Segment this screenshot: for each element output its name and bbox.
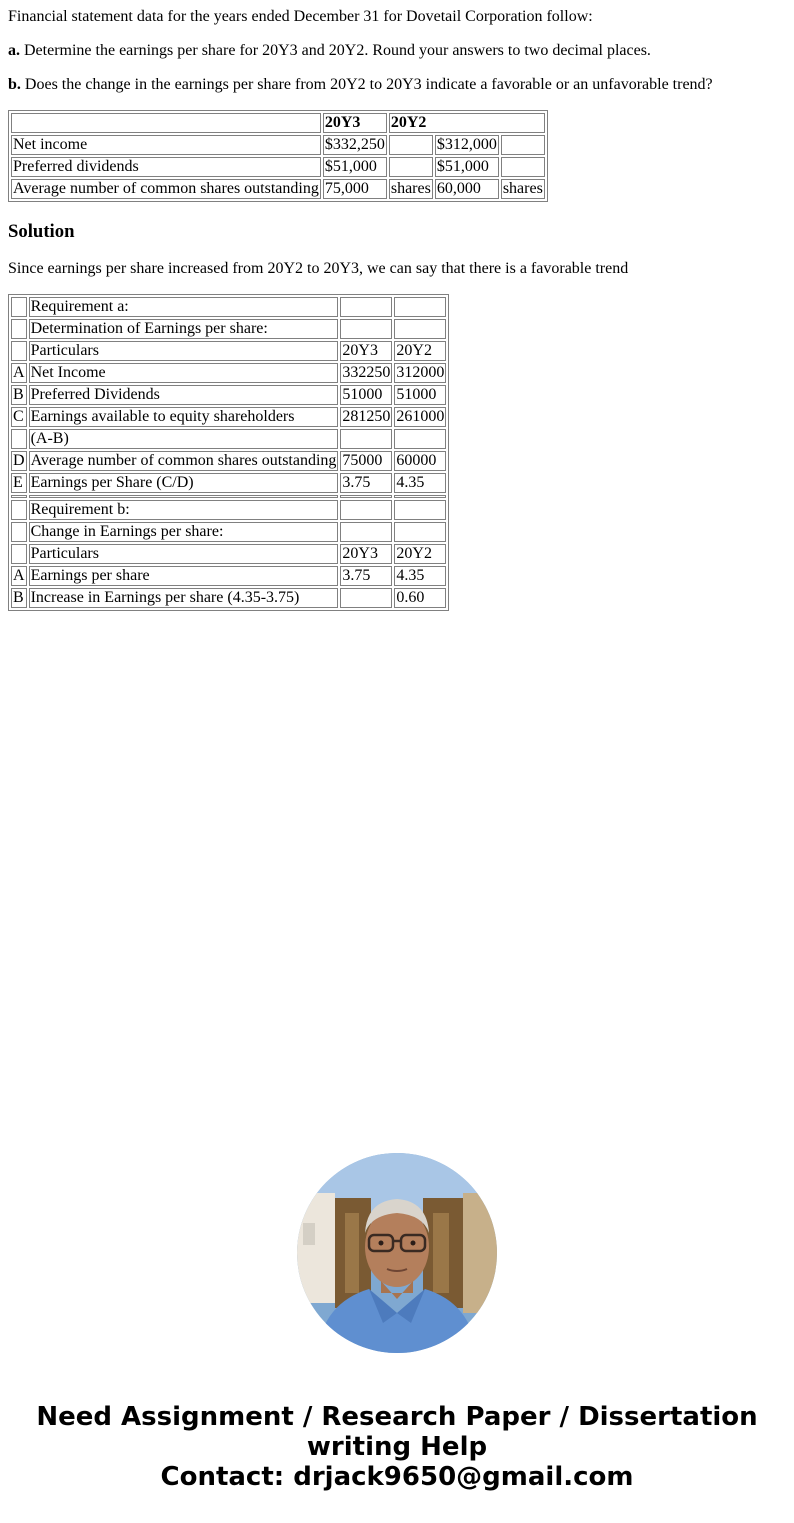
header-cell: 20Y2 bbox=[389, 113, 545, 133]
separator-cell bbox=[11, 495, 27, 498]
table-cell: 51000 bbox=[394, 385, 446, 405]
table-cell: Earnings per share bbox=[29, 566, 339, 586]
table-row bbox=[11, 544, 446, 564]
promo-banner bbox=[0, 1402, 794, 1492]
row-label bbox=[11, 500, 27, 520]
row-label: A bbox=[13, 567, 25, 584]
table-cell: 20Y2 bbox=[394, 544, 446, 564]
separator-cell bbox=[340, 495, 392, 498]
table-cell bbox=[501, 157, 545, 177]
table-cell: Requirement b: bbox=[29, 500, 339, 520]
table-cell bbox=[340, 588, 392, 608]
row-label: D bbox=[13, 452, 25, 469]
question-part-b bbox=[8, 76, 788, 94]
table-cell bbox=[394, 297, 446, 317]
table-cell: $51,000 bbox=[323, 157, 387, 177]
table-cell: 261000 bbox=[396, 408, 445, 425]
row-label: A bbox=[13, 364, 25, 381]
promo-line-1: Need Assignment / Research Paper / Dissertation bbox=[36, 1402, 758, 1432]
table-cell: Determination of Earnings per share: bbox=[29, 319, 339, 339]
table-row bbox=[11, 522, 446, 542]
table-cell: 332250 bbox=[342, 364, 391, 381]
table-cell: 20Y3 bbox=[340, 341, 392, 361]
table-row bbox=[11, 407, 446, 427]
table-cell: Increase in Earnings per share (4.35-3.75) bbox=[29, 588, 339, 608]
page-content bbox=[8, 0, 788, 611]
table-cell bbox=[394, 500, 446, 520]
table-cell: Earnings available to equity shareholders bbox=[29, 407, 339, 427]
table-cell: 60000 bbox=[394, 451, 446, 471]
row-label: E bbox=[11, 473, 27, 493]
table-row bbox=[11, 429, 446, 449]
part-a-text: Determine the earnings per share for 20Y3 and 20Y2. Round your answers to two decimal places. bbox=[24, 42, 651, 59]
table-row bbox=[11, 500, 446, 520]
table-cell: Preferred dividends bbox=[11, 157, 321, 177]
row-label bbox=[11, 522, 27, 542]
row-label: B bbox=[11, 588, 27, 608]
table-cell bbox=[340, 297, 392, 317]
header-cell bbox=[11, 113, 321, 133]
separator-cell bbox=[394, 495, 446, 498]
solution-heading: Solution bbox=[8, 221, 75, 242]
table-row bbox=[11, 341, 446, 361]
table-cell: 75000 bbox=[340, 451, 392, 471]
table-cell: 281250 bbox=[342, 408, 391, 425]
table-cell bbox=[394, 429, 446, 449]
table-cell bbox=[389, 157, 433, 177]
row-label bbox=[11, 429, 27, 449]
table-cell: shares bbox=[390, 180, 431, 197]
question-part-a bbox=[8, 42, 788, 60]
table-cell bbox=[389, 135, 433, 155]
table-cell bbox=[340, 500, 392, 520]
table-cell: Preferred Dividends bbox=[29, 385, 339, 405]
row-label bbox=[11, 544, 27, 564]
header-cell: 20Y3 bbox=[323, 113, 387, 133]
table-cell: Average number of common shares outstanding bbox=[13, 180, 319, 197]
table-cell: Particulars bbox=[29, 341, 339, 361]
table-cell: Particulars bbox=[29, 544, 339, 564]
table-cell: 4.35 bbox=[394, 566, 446, 586]
table-cell: 3.75 bbox=[340, 566, 392, 586]
table-cell: 312000 bbox=[396, 364, 445, 381]
part-b-label: b. bbox=[8, 76, 21, 93]
solution-note: Since earnings per share increased from 20Y2 to 20Y3, we can say that there is a favorable trend bbox=[8, 260, 629, 277]
part-b-text: Does the change in the earnings per share from 20Y2 to 20Y3 indicate a favorable or an unfavorable trend? bbox=[24, 76, 713, 93]
table-cell bbox=[340, 429, 392, 449]
financial-data-table bbox=[8, 110, 548, 202]
table-cell: Net Income bbox=[29, 363, 339, 383]
promo-line-2: writing Help bbox=[306, 1432, 488, 1462]
table-cell: $332,250 bbox=[324, 136, 385, 153]
table-row bbox=[11, 588, 446, 608]
table-row bbox=[11, 385, 446, 405]
table-cell bbox=[340, 319, 392, 339]
table-row bbox=[11, 297, 446, 317]
separator-cell bbox=[29, 495, 339, 498]
table-row bbox=[11, 363, 446, 383]
table-cell: 20Y2 bbox=[394, 341, 446, 361]
table-cell: Change in Earnings per share: bbox=[29, 522, 339, 542]
table-cell: (A-B) bbox=[29, 429, 339, 449]
part-a-label: a. bbox=[8, 42, 20, 59]
table-row bbox=[11, 566, 446, 586]
row-label: B bbox=[11, 385, 27, 405]
table-header-row bbox=[11, 113, 545, 133]
table-cell: shares bbox=[502, 180, 543, 197]
table-cell: Earnings per Share (C/D) bbox=[29, 473, 339, 493]
table-cell: 3.75 bbox=[340, 473, 392, 493]
table-cell: Requirement a: bbox=[29, 297, 339, 317]
table-cell: 75,000 bbox=[323, 179, 387, 199]
table-row bbox=[11, 319, 446, 339]
table-cell: Average number of common shares outstanding bbox=[30, 452, 337, 469]
promo-contact: Contact: drjack9650@gmail.com bbox=[160, 1462, 634, 1492]
row-label bbox=[11, 341, 27, 361]
table-cell: 4.35 bbox=[394, 473, 446, 493]
row-label: C bbox=[11, 407, 27, 427]
separator-row bbox=[11, 495, 446, 498]
row-label bbox=[11, 319, 27, 339]
table-cell: $312,000 bbox=[436, 136, 497, 153]
table-row bbox=[11, 473, 446, 493]
person-photo-icon bbox=[297, 1153, 497, 1353]
table-cell bbox=[501, 135, 545, 155]
table-row bbox=[11, 157, 545, 177]
solution-table bbox=[8, 294, 449, 611]
table-cell bbox=[394, 319, 446, 339]
table-cell bbox=[394, 522, 446, 542]
table-cell bbox=[340, 522, 392, 542]
table-cell: 51000 bbox=[340, 385, 392, 405]
table-row bbox=[11, 451, 446, 471]
table-cell: $51,000 bbox=[435, 157, 499, 177]
table-cell: Net income bbox=[11, 135, 321, 155]
table-row bbox=[11, 179, 545, 199]
table-cell: 0.60 bbox=[394, 588, 446, 608]
row-label bbox=[11, 297, 27, 317]
table-cell: 20Y3 bbox=[340, 544, 392, 564]
question-intro: Financial statement data for the years ended December 31 for Dovetail Corporation follow: bbox=[8, 8, 593, 25]
table-cell: 60,000 bbox=[435, 179, 499, 199]
author-avatar bbox=[297, 1153, 497, 1353]
table-row bbox=[11, 135, 545, 155]
